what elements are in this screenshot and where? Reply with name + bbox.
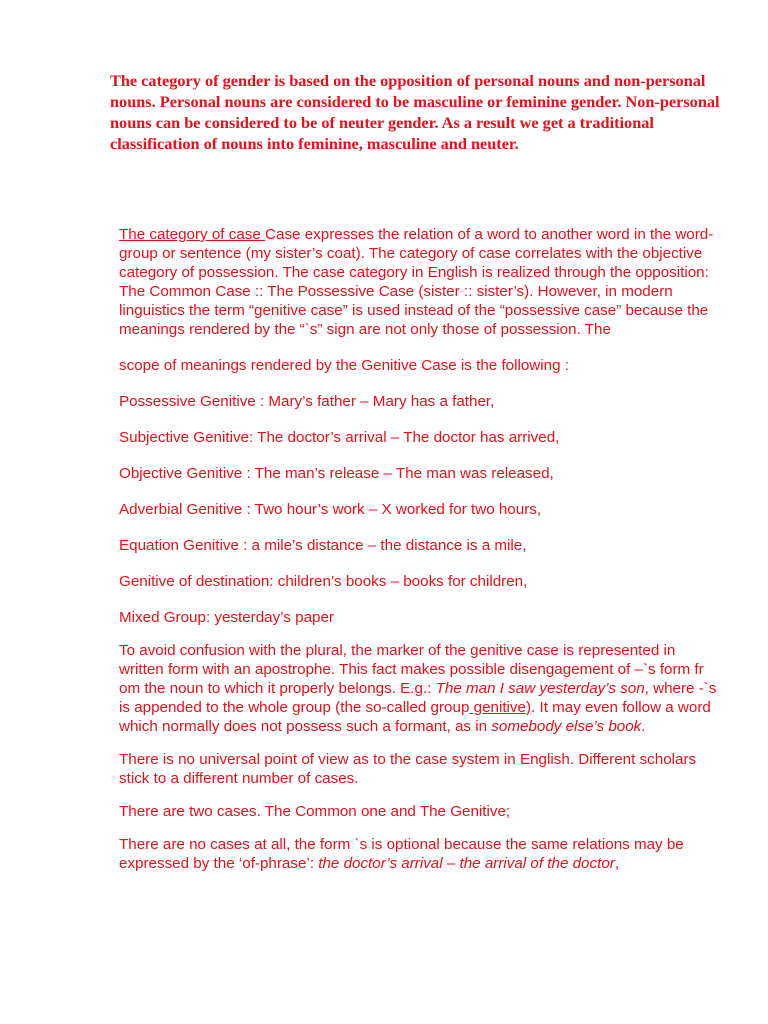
case-paragraph [119, 225, 719, 339]
genitive-equation: Equation Genitive : a mile’s distance – the distance is a mile, [119, 537, 527, 554]
genitive-subjective: Subjective Genitive: The doctor’s arrival – The doctor has arrived, [119, 429, 560, 446]
case-section [119, 225, 719, 873]
genitive-objective: Objective Genitive : The man’s release – The man was released, [119, 465, 554, 482]
plural-text-1: To avoid confusion with the plural, the marker of the genitive case is represented in written form with an apostrophe. This fact makes possible disengagement of –`s form fr om the noun to which it properly belongs. E.g.: [119, 642, 704, 697]
scope-line: scope of meanings rendered by the Genitive Case is the following : [119, 357, 569, 374]
plural-paragraph [119, 641, 719, 736]
no-cases-paragraph [119, 835, 719, 873]
no-cases-text-1: There are no cases at all, the form `s is optional because the same relations may be expressed by the ‘of-phrase’: [119, 836, 684, 872]
no-cases-text-2: , [614, 855, 620, 872]
genitive-adverbial: Adverbial Genitive : Two hour’s work – X worked for two hours, [119, 501, 542, 518]
two-cases-line: There are two cases. The Common one and The Genitive; [119, 803, 511, 820]
genitive-destination: Genitive of destination: children’s books – books for children, [119, 573, 528, 590]
plural-text-3: . It may even follow a word which normally does not possess such a formant, as in [119, 699, 711, 735]
genitive-mixed-group: Mixed Group: yesterday’s paper [119, 609, 334, 626]
gender-paragraph: The category of gender is based on the opposition of personal nouns and non-personal nouns. Personal nouns are considered to be masculine or feminine gender. Non-personal nouns can be considered to be of neuter gender. As a result we get a traditional classification of nouns into feminine, masculine and neuter. [110, 71, 720, 153]
universal-paragraph: There is no universal point of view as to the case system in English. Different scholars stick to a different number of cases. [119, 751, 697, 787]
genitive-possessive: Possessive Genitive : Mary’s father – Mary has a father, [119, 393, 495, 410]
case-heading: The category of case [119, 226, 266, 243]
plural-text-2: , where -`s is appended to the whole group (the so-called group [119, 680, 717, 716]
plural-underlined: genitive) [469, 699, 532, 716]
plural-text-4: . [641, 718, 646, 735]
plural-example-1: The man I saw yesterday’s son [435, 680, 645, 697]
case-text: Case expresses the relation of a word to another word in the word-group or sentence (my sister’s coat). The category of case correlates with the objective category of possession. The case category in English is realized through the opposition: The Common Case :: The Possessive Case (sister :: sister’s). However, in modern linguistics the term “genitive case” is used instead of the “possessive case” because the meanings rendered by the “`s” sign are not only those of possession. The [119, 226, 714, 338]
plural-example-2: somebody else’s book [491, 718, 642, 735]
no-cases-example: the doctor’s arrival – the arrival of the doctor [318, 855, 615, 872]
